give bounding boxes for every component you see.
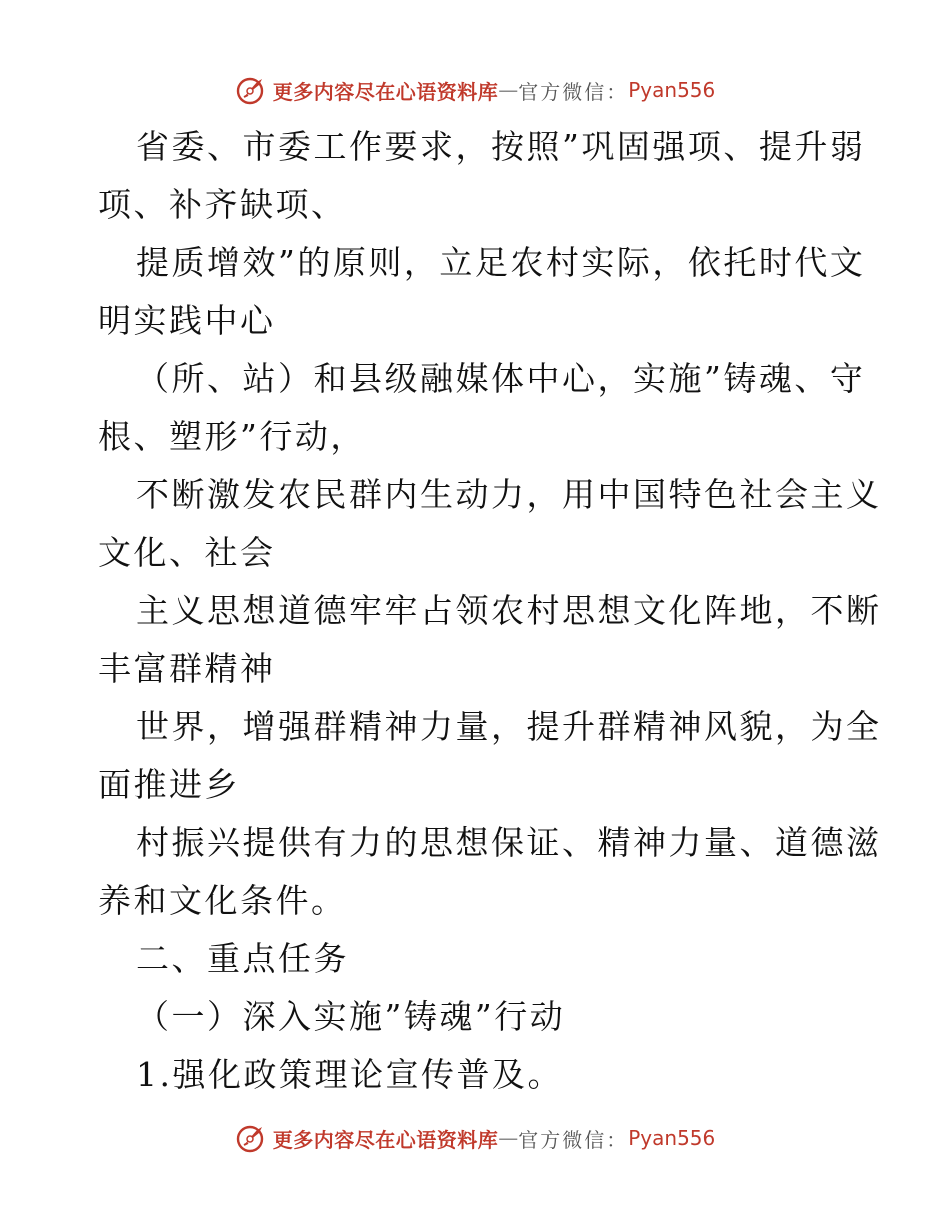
text-line: 项、补齐缺项、 [98, 185, 347, 224]
text-line: 不断激发农民群内生动力，用中国特色社会主义 [136, 475, 882, 514]
text-line: 文化、社会 [98, 533, 276, 572]
text-line: 1.强化政策理论宣传普及。 [136, 1055, 563, 1094]
text-line: （一）深入实施”铸魂”行动 [136, 997, 566, 1036]
watermark-brand: 更多内容尽在心语资料库 [272, 1127, 499, 1152]
quill-pen-logo-icon [235, 1121, 269, 1155]
text-line: 村振兴提供有力的思想保证、精神力量、道德滋 [136, 823, 882, 862]
text-line: 二、重点任务 [136, 939, 349, 978]
watermark-official-label: 官方微信： [518, 1127, 629, 1152]
text-line: 根、塑形”行动， [98, 417, 366, 456]
text-line: 养和文化条件。 [98, 881, 347, 920]
watermark-dash: — [498, 1126, 519, 1150]
quill-pen-logo-icon [235, 73, 269, 107]
footer-watermark [0, 1118, 950, 1158]
watermark-dash: — [498, 78, 519, 102]
text-line: 丰富群精神 [98, 649, 276, 688]
document-body [98, 118, 882, 1104]
text-line: 明实践中心 [98, 301, 276, 340]
watermark-official-label: 官方微信： [518, 79, 629, 104]
text-line: 面推进乡 [98, 765, 240, 804]
text-line: 提质增效”的原则，立足农村实际，依托时代文 [136, 243, 866, 282]
text-line: 世界，增强群精神力量，提升群精神风貌，为全 [136, 707, 882, 746]
text-line: （所、站）和县级融媒体中心，实施”铸魂、守 [136, 359, 866, 398]
text-line: 省委、市委工作要求，按照”巩固强项、提升弱 [136, 127, 866, 166]
watermark-brand: 更多内容尽在心语资料库 [272, 79, 499, 104]
watermark-wechat-id: Pyan556 [628, 1126, 716, 1150]
text-line: 主义思想道德牢牢占领农村思想文化阵地，不断 [136, 591, 882, 630]
header-watermark [0, 70, 950, 110]
watermark-wechat-id: Pyan556 [628, 78, 716, 102]
